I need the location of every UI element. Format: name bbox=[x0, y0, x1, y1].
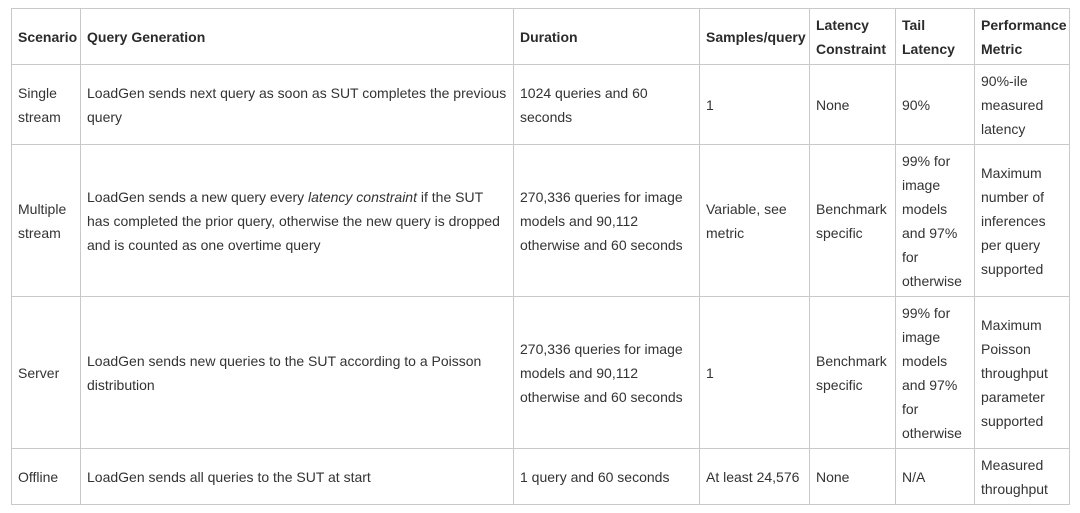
table-row bbox=[12, 145, 1070, 297]
header-tail-latency: Tail Latency bbox=[896, 9, 975, 65]
cell-duration: 270,336 queries for image models and 90,112 otherwise and 60 seconds bbox=[514, 145, 700, 297]
header-latency-constraint: Latency Constraint bbox=[810, 9, 896, 65]
cell-performance-metric: Maximum number of inferences per query supported bbox=[975, 145, 1070, 297]
cell-latency-constraint: Benchmark specific bbox=[810, 145, 896, 297]
header-scenario: Scenario bbox=[12, 9, 81, 65]
header-duration: Duration bbox=[514, 9, 700, 65]
cell-performance-metric: Maximum Poisson throughput parameter supported bbox=[975, 297, 1070, 449]
cell-performance-metric: Measured throughput bbox=[975, 449, 1070, 505]
cell-tail-latency: 99% for image models and 97% for otherwise bbox=[896, 145, 975, 297]
cell-scenario: Single stream bbox=[12, 65, 81, 145]
scenario-table-container bbox=[11, 8, 1070, 505]
cell-query-generation: LoadGen sends new queries to the SUT according to a Poisson distribution bbox=[81, 297, 514, 449]
header-performance-metric: Performance Metric bbox=[975, 9, 1070, 65]
header-query-generation: Query Generation bbox=[81, 9, 514, 65]
cell-latency-constraint: None bbox=[810, 65, 896, 145]
cell-duration: 1024 queries and 60 seconds bbox=[514, 65, 700, 145]
table-row bbox=[12, 449, 1070, 505]
cell-samples-per-query: At least 24,576 bbox=[700, 449, 810, 505]
cell-query-generation: LoadGen sends all queries to the SUT at start bbox=[81, 449, 514, 505]
query-generation-text: if the SUT has completed the prior query, otherwise the new query is dropped and is counted as one overtime query bbox=[87, 188, 500, 253]
cell-scenario: Multiple stream bbox=[12, 145, 81, 297]
query-generation-text: LoadGen sends a new query every bbox=[87, 188, 309, 205]
cell-query-generation bbox=[81, 145, 514, 297]
table-row bbox=[12, 65, 1070, 145]
cell-scenario: Offline bbox=[12, 449, 81, 505]
latency-constraint-emphasis: latency constraint bbox=[308, 188, 417, 205]
cell-scenario: Server bbox=[12, 297, 81, 449]
table-row bbox=[12, 297, 1070, 449]
cell-query-generation: LoadGen sends next query as soon as SUT completes the previous query bbox=[81, 65, 514, 145]
cell-duration: 270,336 queries for image models and 90,112 otherwise and 60 seconds bbox=[514, 297, 700, 449]
cell-tail-latency: 99% for image models and 97% for otherwise bbox=[896, 297, 975, 449]
cell-samples-per-query: 1 bbox=[700, 65, 810, 145]
scenario-table bbox=[11, 8, 1070, 505]
cell-samples-per-query: Variable, see metric bbox=[700, 145, 810, 297]
table-header-row bbox=[12, 9, 1070, 65]
cell-tail-latency: N/A bbox=[896, 449, 975, 505]
cell-latency-constraint: Benchmark specific bbox=[810, 297, 896, 449]
cell-performance-metric: 90%-ile measured latency bbox=[975, 65, 1070, 145]
header-samples-per-query: Samples/query bbox=[700, 9, 810, 65]
cell-duration: 1 query and 60 seconds bbox=[514, 449, 700, 505]
cell-latency-constraint: None bbox=[810, 449, 896, 505]
cell-samples-per-query: 1 bbox=[700, 297, 810, 449]
cell-tail-latency: 90% bbox=[896, 65, 975, 145]
